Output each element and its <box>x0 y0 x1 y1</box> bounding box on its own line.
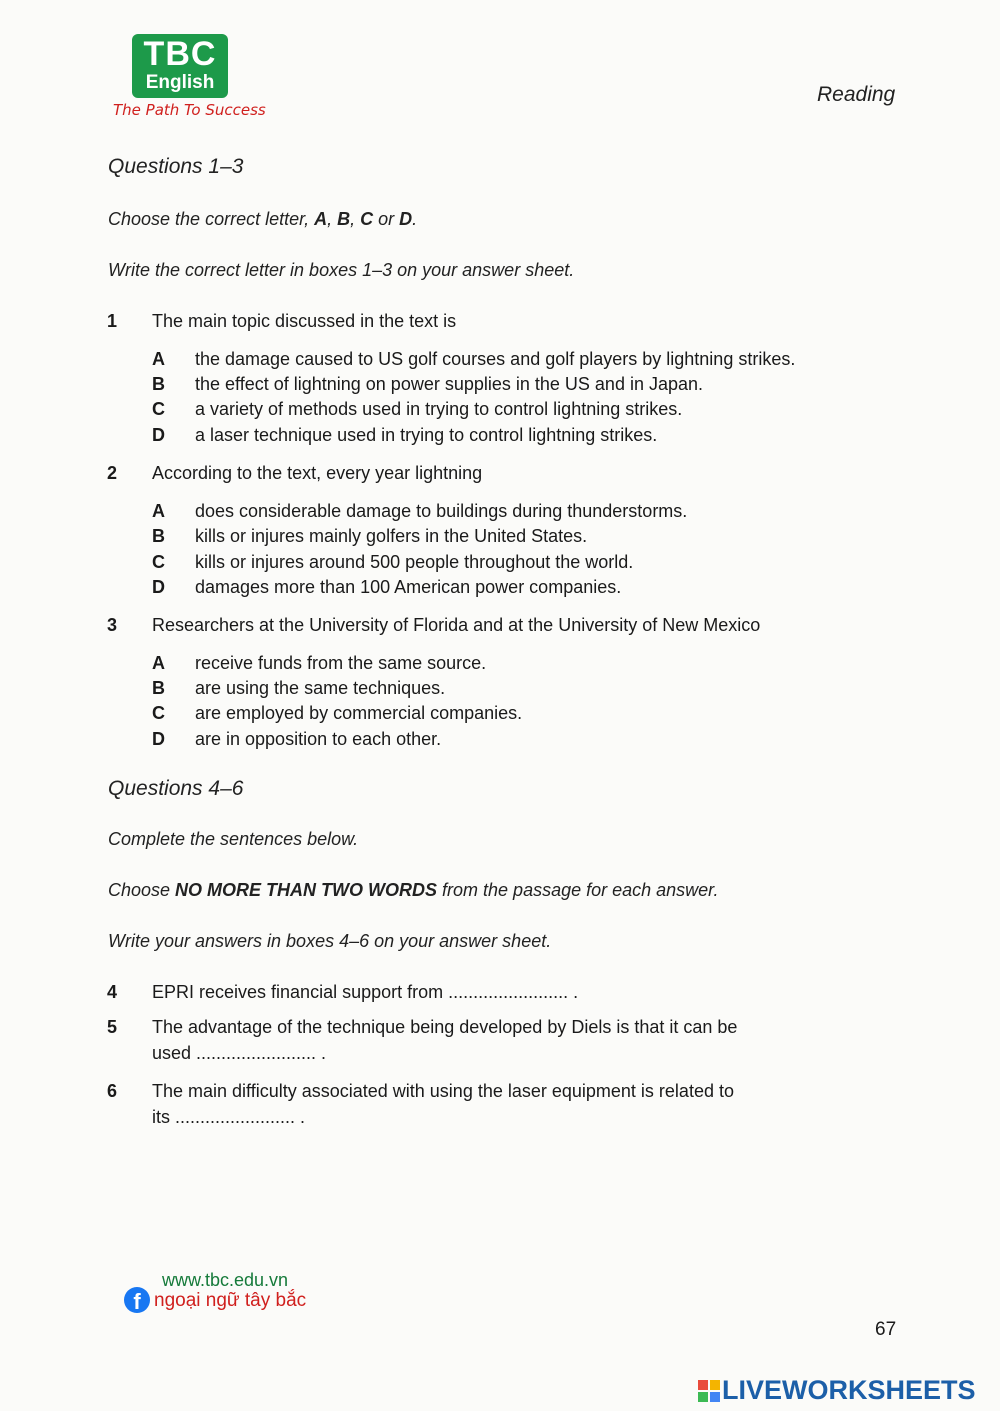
sentence-line: The main difficulty associated with using the laser equipment is related to <box>152 1081 734 1101</box>
option-text: the effect of lightning on power supplies in the US and in Japan. <box>195 374 704 394</box>
gap-fill-sentence <box>152 1078 832 1130</box>
option-text: the damage caused to US golf courses and golf players by lightning strikes. <box>195 349 796 369</box>
sentence-line: The advantage of the technique being developed by Diels is that it can be <box>152 1017 738 1037</box>
sentence-line: used ........................ . <box>152 1043 327 1063</box>
option-text: are in opposition to each other. <box>195 729 442 749</box>
question-number: 1 <box>107 311 118 331</box>
tbc-logo <box>132 34 228 98</box>
logo-english-text: English <box>145 72 215 93</box>
option-text: does considerable damage to buildings during thunderstorms. <box>195 501 688 521</box>
option-text: are using the same techniques. <box>195 678 446 698</box>
question-number: 6 <box>107 1081 118 1101</box>
option-text: damages more than 100 American power companies. <box>195 577 622 597</box>
word-limit-instruction: Choose NO MORE THAN TWO WORDS from the passage for each answer. <box>108 880 719 900</box>
logo-slogan: The Path To Success <box>113 101 266 119</box>
option-text: are employed by commercial companies. <box>195 703 523 723</box>
option-text: kills or injures mainly golfers in the United States. <box>195 526 588 546</box>
option-letter: C <box>152 552 165 572</box>
question-number: 4 <box>107 982 118 1002</box>
option-letter: D <box>152 577 165 597</box>
page-number: 67 <box>875 1319 897 1340</box>
option-letter: C <box>152 703 165 723</box>
facebook-label: ngoại ngữ tây bắc <box>154 1290 307 1311</box>
option-text: receive funds from the same source. <box>195 653 487 673</box>
sentence-line: its ........................ . <box>152 1107 306 1127</box>
sentence-line: EPRI receives financial support from ........................ . <box>152 982 579 1002</box>
question-text: According to the text, every year lightning <box>152 463 483 483</box>
question-text: Researchers at the University of Florida and at the University of New Mexico <box>152 615 761 635</box>
option-letter: D <box>152 425 165 445</box>
question-number: 5 <box>107 1017 118 1037</box>
option-letter: B <box>152 374 165 394</box>
option-letter: C <box>152 399 165 419</box>
question-text: The main topic discussed in the text is <box>152 311 457 331</box>
option-letter: B <box>152 526 165 546</box>
facebook-icon: f <box>124 1287 150 1313</box>
question-number: 2 <box>107 463 118 483</box>
answer-sheet-instruction-1-3: Write the correct letter in boxes 1–3 on your answer sheet. <box>108 260 575 280</box>
liveworksheets-watermark: LIVEWORKSHEETS <box>722 1375 976 1405</box>
option-letter: A <box>152 653 165 673</box>
gap-fill-sentence <box>152 979 832 1005</box>
section-title: Reading <box>817 83 896 106</box>
logo-tbc-text: TBC <box>143 35 217 73</box>
choose-letter-instruction: Choose the correct letter, A, B, C or D. <box>108 209 418 229</box>
complete-sentences-instruction: Complete the sentences below. <box>108 829 359 849</box>
option-letter: A <box>152 349 165 369</box>
question-number: 3 <box>107 615 118 635</box>
option-text: a variety of methods used in trying to control lightning strikes. <box>195 399 683 419</box>
website-url: www.tbc.edu.vn <box>162 1270 289 1290</box>
option-letter: B <box>152 678 165 698</box>
answer-sheet-instruction-4-6: Write your answers in boxes 4–6 on your answer sheet. <box>108 931 552 951</box>
gap-fill-sentence <box>152 1014 832 1066</box>
option-text: kills or injures around 500 people throughout the world. <box>195 552 634 572</box>
option-letter: D <box>152 729 165 749</box>
questions-4-6-heading: Questions 4–6 <box>108 777 244 800</box>
liveworksheets-logo-icon <box>698 1380 720 1402</box>
questions-1-3-heading: Questions 1–3 <box>108 155 244 178</box>
option-letter: A <box>152 501 165 521</box>
option-text: a laser technique used in trying to control lightning strikes. <box>195 425 658 445</box>
